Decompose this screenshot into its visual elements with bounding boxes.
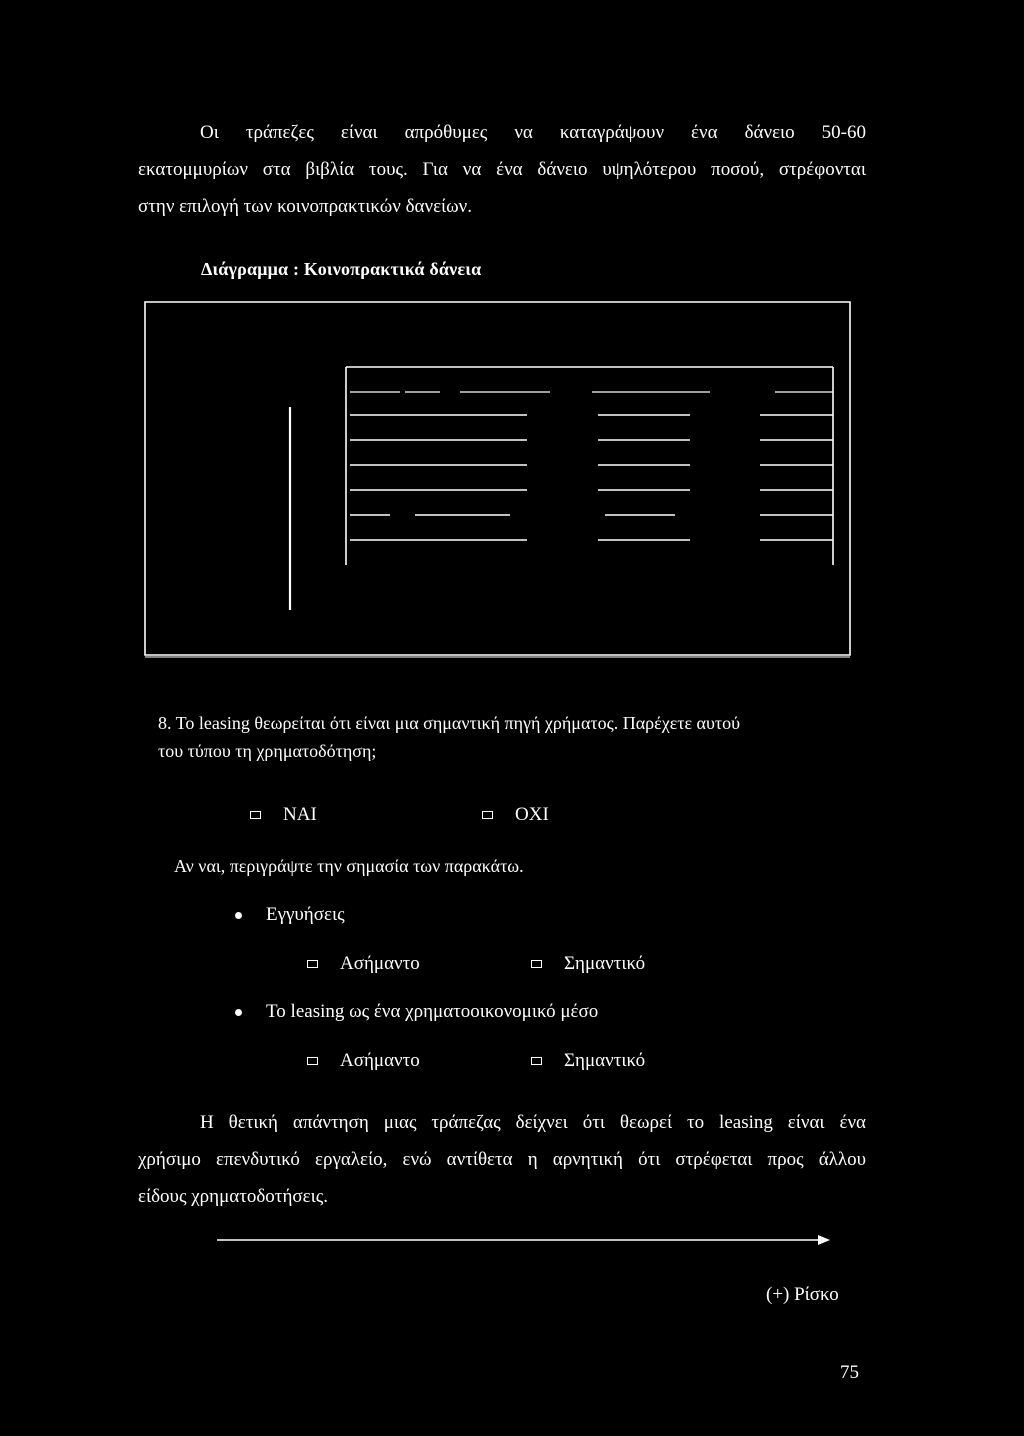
intro-paragraph (138, 114, 866, 225)
criterion-leasing (235, 1001, 598, 1023)
criterion-label: Το leasing ως ένα χρηματοοικονομικό μέσο (266, 1001, 599, 1022)
criterion-label: Εγγυήσεις (266, 904, 345, 925)
bullet-icon (235, 1009, 242, 1016)
option-yes[interactable] (250, 804, 317, 826)
checkbox-no[interactable] (482, 811, 493, 819)
option-no[interactable] (482, 804, 549, 826)
checkbox-insignificant[interactable] (307, 960, 318, 968)
criterion-2-option-high[interactable] (531, 1050, 645, 1072)
diagram-frame (145, 302, 850, 655)
option-low-label: Ασήμαντο (340, 1050, 420, 1071)
conclusion-line-2: χρήσιμο επενδυτικό εργαλείο, ενώ αντίθετα η αρνητική ότι στρέφεται προς άλλου (138, 1149, 866, 1170)
criterion-1-option-high[interactable] (531, 953, 645, 975)
conclusion-paragraph (138, 1104, 866, 1215)
page-number: 75 (840, 1362, 859, 1383)
bullet-icon (235, 912, 242, 919)
conclusion-line-3: είδους χρηματοδοτήσεις. (138, 1186, 328, 1207)
conclusion-line-1: Η θετική απάντηση μιας τράπεζας δείχνει ότι θεωρεί το leasing είναι ένα (200, 1112, 866, 1133)
intro-line-2: εκατομμυρίων στα βιβλία τους. Για να ένα δάνειο υψηλότερου ποσού, στρέφονται (138, 159, 866, 180)
syndicated-loans-diagram (0, 0, 1024, 700)
criterion-1-option-low[interactable] (307, 953, 420, 975)
option-high-label: Σημαντικό (564, 953, 646, 974)
question-line-1: 8. Το leasing θεωρείται ότι είναι μια σημαντική πηγή χρήματος. Παρέχετε αυτού (158, 713, 741, 733)
checkbox-yes[interactable] (250, 811, 261, 819)
intro-line-1: Οι τράπεζες είναι απρόθυμες να καταγράψουν ένα δάνειο 50-60 (200, 122, 866, 143)
checkbox-insignificant[interactable] (307, 1057, 318, 1065)
criterion-guarantees (235, 904, 345, 926)
diagram-title: Διάγραμμα : Κοινοπρακτικά δάνεια (201, 259, 482, 279)
option-yes-label: ΝΑΙ (283, 804, 317, 825)
question-8 (158, 709, 870, 765)
option-high-label: Σημαντικό (564, 1050, 646, 1071)
checkbox-significant[interactable] (531, 960, 542, 968)
risk-label: (+) Ρίσκο (766, 1284, 839, 1305)
checkbox-significant[interactable] (531, 1057, 542, 1065)
criterion-2-option-low[interactable] (307, 1050, 420, 1072)
option-no-label: ΟΧΙ (515, 804, 549, 825)
instruction: Αν ναι, περιγράψτε την σημασία των παρακάτω. (174, 856, 524, 876)
question-line-2: του τύπου τη χρηματοδότηση; (158, 741, 377, 761)
intro-line-3: στην επιλογή των κοινοπρακτικών δανείων. (138, 196, 473, 217)
option-low-label: Ασήμαντο (340, 953, 420, 974)
arrow-head-icon (818, 1235, 830, 1245)
